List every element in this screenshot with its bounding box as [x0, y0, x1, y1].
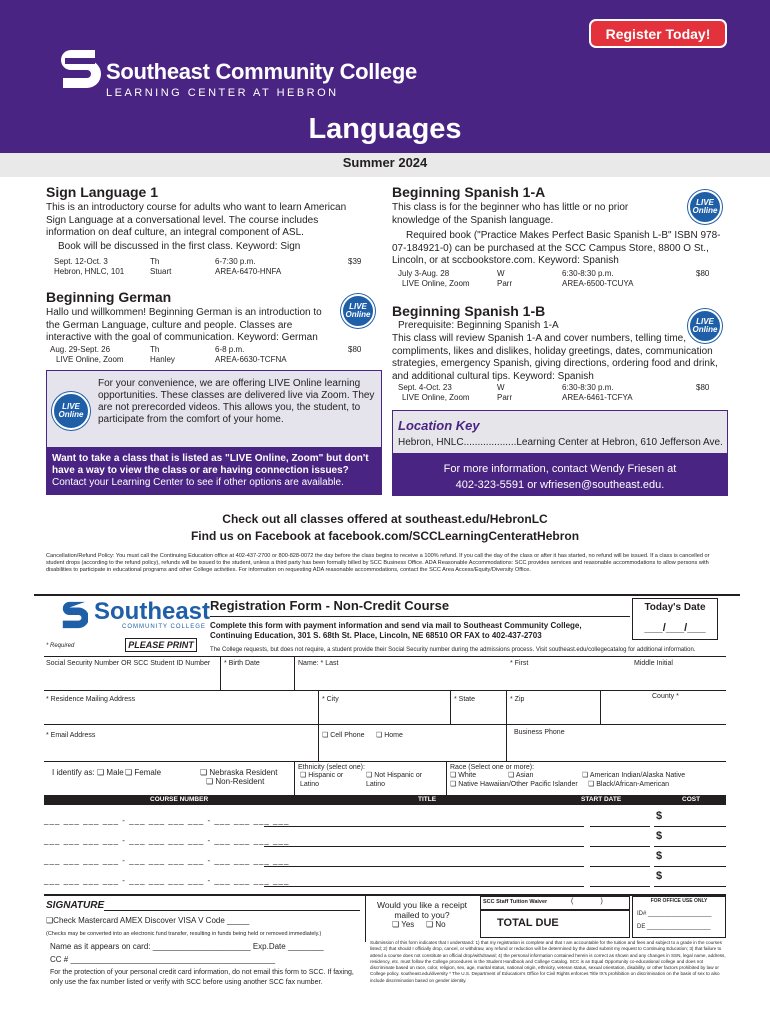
- location-key-line: Hebron, HNLC...................Learning Center at Hebron, 610 Jefferson Ave.: [398, 437, 723, 448]
- span1a-price: $80: [696, 269, 710, 278]
- grid-divider: [294, 656, 295, 690]
- pacific-islander-checkbox[interactable]: ❏ Native Hawaiian/Other Pacific Islander: [450, 781, 578, 788]
- staff-waiver-box[interactable]: SCC Staff Tuition Waiver ( ): [480, 896, 630, 910]
- cell-phone-option[interactable]: ❏ Cell Phone: [322, 732, 365, 739]
- german-day: Th: [150, 345, 160, 354]
- course-desc-spanish-1b: This class will review Spanish 1-A and cover numbers, telling time, compliments, likes and dislikes, holiday greetings, dates, communication strategies, emergency Spanish, giving directions, ordering food and drink, and additional cultural tips. Keyword: Spanish: [392, 333, 718, 382]
- span1a-time: 6:30-8:30 p.m.: [562, 269, 614, 278]
- required-note: * Required: [46, 643, 75, 649]
- grid-divider: [220, 656, 221, 690]
- grid-divider: [365, 896, 366, 942]
- grid-divider: [446, 761, 447, 795]
- course-row[interactable]: ___ ___ ___ ___ - ___ ___ ___ ___ - ___ ___ ___ ___ $: [44, 848, 726, 868]
- grid-divider: [450, 690, 451, 724]
- identify-label: I identify as:: [52, 768, 95, 777]
- german-time: 6-8 p.m.: [215, 345, 245, 354]
- grid-divider: [506, 690, 507, 724]
- total-due-box[interactable]: TOTAL DUE: [480, 910, 630, 938]
- course-title-sign: Sign Language 1: [46, 184, 159, 200]
- span1a-code: AREA-6500-TCUYA: [562, 279, 634, 288]
- live-online-badge-icon: LIVE Online: [688, 190, 722, 224]
- form-rule: [44, 724, 726, 725]
- more-info-line1: For more information, contact Wendy Friesen at: [443, 463, 677, 475]
- form-rule: [44, 656, 726, 657]
- last-name-field[interactable]: Name: * Last: [298, 660, 339, 667]
- form-title: Registration Form - Non-Credit Course: [210, 598, 450, 613]
- german-location: LIVE Online, Zoom: [56, 355, 124, 364]
- not-hispanic-checkbox[interactable]: ❏ Not Hispanic or Latino: [366, 772, 423, 788]
- span1a-day: W: [497, 269, 505, 278]
- scc-logo-icon: [57, 46, 101, 92]
- live-question: Want to take a class that is listed as "LIVE Online, Zoom" but don't have a way to view the class or are having connection issues?: [52, 453, 369, 476]
- course-row[interactable]: ___ ___ ___ ___ - ___ ___ ___ ___ - ___ ___ ___ ___ $: [44, 828, 726, 848]
- sign-price: $39: [348, 257, 362, 266]
- course-row[interactable]: ___ ___ ___ ___ - ___ ___ ___ ___ - ___ ___ ___ ___ $: [44, 868, 726, 888]
- span1b-price: $80: [696, 383, 710, 392]
- live-online-badge-icon: LIVE Online: [688, 309, 722, 343]
- live-online-badge-icon: LIVE Online: [341, 294, 375, 328]
- home-phone-option[interactable]: ❏ Home: [376, 732, 403, 739]
- span1b-location: LIVE Online, Zoom: [402, 393, 470, 402]
- grid-divider: [318, 724, 319, 761]
- zip-field[interactable]: * Zip: [510, 696, 525, 703]
- form-instructions: Complete this form with payment information and send via mail to Southeast Community College, Continuing Education, 301 S. 68th St. Place, Lincoln, NE 68510 OR FAX to 402-437-2703: [210, 621, 582, 640]
- payment-options[interactable]: ❏Check Mastercard AMEX Discover VISA V Code _____: [46, 916, 250, 925]
- receipt-question: Would you like a receipt mailed to you?: [376, 900, 468, 920]
- span1a-location: LIVE Online, Zoom: [402, 279, 470, 288]
- location-key-title: Location Key: [398, 418, 480, 433]
- grid-divider: [506, 724, 507, 761]
- address-field[interactable]: * Residence Mailing Address: [46, 696, 136, 703]
- birth-date-field[interactable]: * Birth Date: [224, 660, 260, 667]
- german-instructor: Hanley: [150, 355, 175, 364]
- span1a-dates: July 3-Aug. 28: [398, 269, 450, 278]
- german-price: $80: [348, 345, 362, 354]
- col-start-date: START DATE: [581, 796, 622, 803]
- black-checkbox[interactable]: ❏ Black/African-American: [588, 781, 669, 788]
- college-name: Southeast Community College: [106, 59, 417, 84]
- course-desc-sign: This is an introductory course for adults who want to learn American Sign Language at a conversational level. The course includes information on deaf culture, an integral component of ASL.: [46, 202, 347, 238]
- span1b-dates: Sept. 4-Oct. 23: [398, 383, 452, 392]
- course-title-spanish-1a: Beginning Spanish 1-A: [392, 184, 546, 200]
- more-info-line2: 402-323-5591 or wfriesen@southeast.edu.: [455, 479, 665, 491]
- scc-logo-icon: [60, 598, 88, 632]
- name-on-card-field[interactable]: Name as it appears on card: ______________________ Exp.Date ________: [50, 942, 324, 951]
- race-label: Race (Select one or more):: [450, 764, 535, 771]
- course-title-german: Beginning German: [46, 289, 172, 305]
- span1b-instructor: Parr: [497, 393, 513, 402]
- white-checkbox[interactable]: ❏ White: [450, 772, 477, 779]
- ethnicity-label: Ethnicity (select one):: [298, 764, 365, 771]
- grid-divider: [294, 761, 295, 795]
- sign-code: AREA-6470-HNFA: [215, 267, 282, 276]
- receipt-no-checkbox[interactable]: ❏ No: [426, 920, 446, 929]
- span1a-instructor: Parr: [497, 279, 513, 288]
- nebraska-resident-checkbox[interactable]: ❏ Nebraska Resident: [200, 768, 278, 777]
- live-contact: Contact your Learning Center to see if other options are available.: [52, 477, 344, 488]
- payment-note: (Checks may be converted into an electronic fund transfer, resulting in funds being held or removed immediately.): [46, 931, 322, 937]
- form-title-rule: [210, 616, 630, 617]
- course-table-header: [44, 795, 726, 805]
- course-desc-spanish-1a: This class is for the beginner who has little or no prior knowledge of the Spanish language.: [392, 202, 629, 226]
- form-top-rule: [34, 594, 740, 596]
- city-field[interactable]: * City: [322, 696, 339, 703]
- grid-divider: [318, 690, 319, 724]
- sign-instructor: Stuart: [150, 267, 172, 276]
- col-title: TITLE: [418, 796, 437, 803]
- signature-label: SIGNATURE: [46, 900, 105, 911]
- live-info-text: For your convenience, we are offering LIVE Online learning opportunities. These classes are delivered live via Zoom. They are not prerecorded videos. This allows you, the student, to participate from the comfort of your home.: [98, 378, 375, 425]
- course-row[interactable]: ___ ___ ___ ___ - ___ ___ ___ ___ - ___ ___ ___ ___ $: [44, 808, 726, 828]
- county-field[interactable]: County *: [652, 693, 679, 700]
- course-desc-german: Hallo und willkommen! Beginning German is an introduction to the German Language, culture and people. Classes are interactive with the goal of communication. Keyword: German: [46, 307, 322, 343]
- sign-time: 6-7:30 p.m.: [215, 257, 256, 266]
- fax-note: For the protection of your personal credit card information, do not email this form to SCC. If faxing, only use the fax number listed or verify with SCC before using another SCC fax number.: [50, 969, 354, 986]
- form-logo: Southeast COMMUNITY COLLEGE: [60, 598, 220, 636]
- american-indian-checkbox[interactable]: ❏ American Indian/Alaska Native: [582, 772, 686, 779]
- form-rule: [44, 690, 726, 691]
- col-cost: COST: [682, 796, 701, 803]
- cc-number-field[interactable]: CC # ______________________________________________: [50, 955, 276, 964]
- middle-initial-field[interactable]: Middle Initial: [634, 660, 673, 667]
- male-checkbox[interactable]: ❏ Male: [97, 768, 124, 777]
- non-resident-checkbox[interactable]: ❏ Non-Resident: [206, 777, 265, 786]
- course-book-spanish-1a: Required book ("Practice Makes Perfect Basic Spanish L-B" ISBN 978-07-184921-0) can be purchased at the SCC Campus Store, 8800 O St., Lincoln, or at sccbookstore.com. Keyword: Spanish: [392, 230, 721, 266]
- signature-line[interactable]: [104, 910, 360, 911]
- facebook-link-line[interactable]: Find us on Facebook at facebook.com/SCCLearningCenteratHebron: [190, 529, 580, 543]
- german-dates: Aug. 29-Sept. 26: [50, 345, 111, 354]
- sign-location: Hebron, HNLC, 101: [54, 267, 125, 276]
- course-prereq-spanish-1b: Prerequisite: Beginning Spanish 1-A: [398, 320, 559, 331]
- office-use-box: FOR OFFICE USE ONLY ID# ___________________ DE ___________________: [632, 896, 726, 938]
- business-phone-field[interactable]: Business Phone: [514, 729, 565, 736]
- please-print-label: PLEASE PRINT: [125, 638, 197, 652]
- course-note-sign: Book will be discussed in the first class. Keyword: Sign: [58, 241, 301, 252]
- classes-link-line[interactable]: Check out all classes offered at southeast.edu/HebronLC: [222, 512, 548, 526]
- ssn-note: The College requests, but does not require, a student provide their Social Security number during the admissions process. Visit southeast.edu/collegecatalog for additional information.: [210, 647, 696, 653]
- sign-dates: Sept. 12-Oct. 3: [54, 257, 108, 266]
- ssn-field[interactable]: Social Security Number OR SCC Student ID Number: [46, 660, 211, 667]
- register-today-button[interactable]: Register Today!: [589, 19, 727, 48]
- course-title-spanish-1b: Beginning Spanish 1-B: [392, 303, 546, 319]
- first-name-field[interactable]: * First: [510, 660, 529, 667]
- col-course-number: COURSE NUMBER: [150, 796, 209, 803]
- german-code: AREA-6630-TCFNA: [215, 355, 287, 364]
- college-subtitle: LEARNING CENTER AT HEBRON: [106, 87, 339, 99]
- refund-policy-text: Cancellation/Refund Policy: You must call the Continuing Education office at 402-437-2700 or 800-828-0072 the day before the class begins to receive a 100% refund. If you call the day of the class or after it has started, no refund will be issued. If a class is cancelled or student drops (according to the refund policy), refunds will be issued to the student, unless a third party has been formally billed by SCC Business Office. ADA Reasonable Accommodations: SCC provides services and reasonable accommodations to allow persons with disabilities to participate in educational programs and other College activities. For information on requesting ADA reasonable accommodations, contact the SCC Area Access/Equity/Diversity Office.: [46, 553, 710, 574]
- span1b-code: AREA-6461-TCFYA: [562, 393, 633, 402]
- season-label: Summer 2024: [342, 155, 428, 170]
- todays-date-box[interactable]: Today's Date ___/___/___: [632, 598, 718, 640]
- email-field[interactable]: * Email Address: [46, 732, 96, 739]
- state-field[interactable]: * State: [454, 696, 476, 703]
- female-checkbox[interactable]: ❏ Female: [125, 768, 162, 777]
- live-online-badge-icon: LIVE Online: [52, 392, 90, 430]
- span1b-day: W: [497, 383, 505, 392]
- receipt-yes-checkbox[interactable]: ❏ Yes: [392, 920, 415, 929]
- page-title: Languages: [308, 113, 462, 145]
- hispanic-checkbox[interactable]: ❏ Hispanic or Latino: [300, 772, 344, 788]
- span1b-time: 6:30-8:30 p.m.: [562, 383, 614, 392]
- form-disclaimer: Submission of this form indicates that I understand: 1) that my registration is complete and that I am accountable for the tuition and fees and subject to a grade in the courses listed; 2) that should I officially drop, cancel, or withdraw, any refund or reduction will be determined by the dated submit my request to Continuing Education; 3) that failure to attend a course does not constitute an official drop/withdrawal; 4) the personal information contained herein is correct as shown and any changes in SSN, legal name, address, residency, etc. must follow the College procedures in the Student Handbook and College Catalog. SCC is an Equal Opportunity co-educational college and does not discriminate based on race, color, religion, sex, age, marital status, national origin, ethnicity, veteran status, sexual orientation, disability, or other factors prohibited by law or College policy. southeast.edu/diversity * The U.S. Department of Education's Office for Civil Rights enforces Title IX's prohibition on discrimination on the basis of sex to also include discrimination based on gender identity.: [370, 940, 726, 983]
- asian-checkbox[interactable]: ❏ Asian: [508, 772, 534, 779]
- grid-divider: [600, 690, 601, 724]
- sign-day: Th: [150, 257, 160, 266]
- form-rule: [44, 761, 726, 762]
